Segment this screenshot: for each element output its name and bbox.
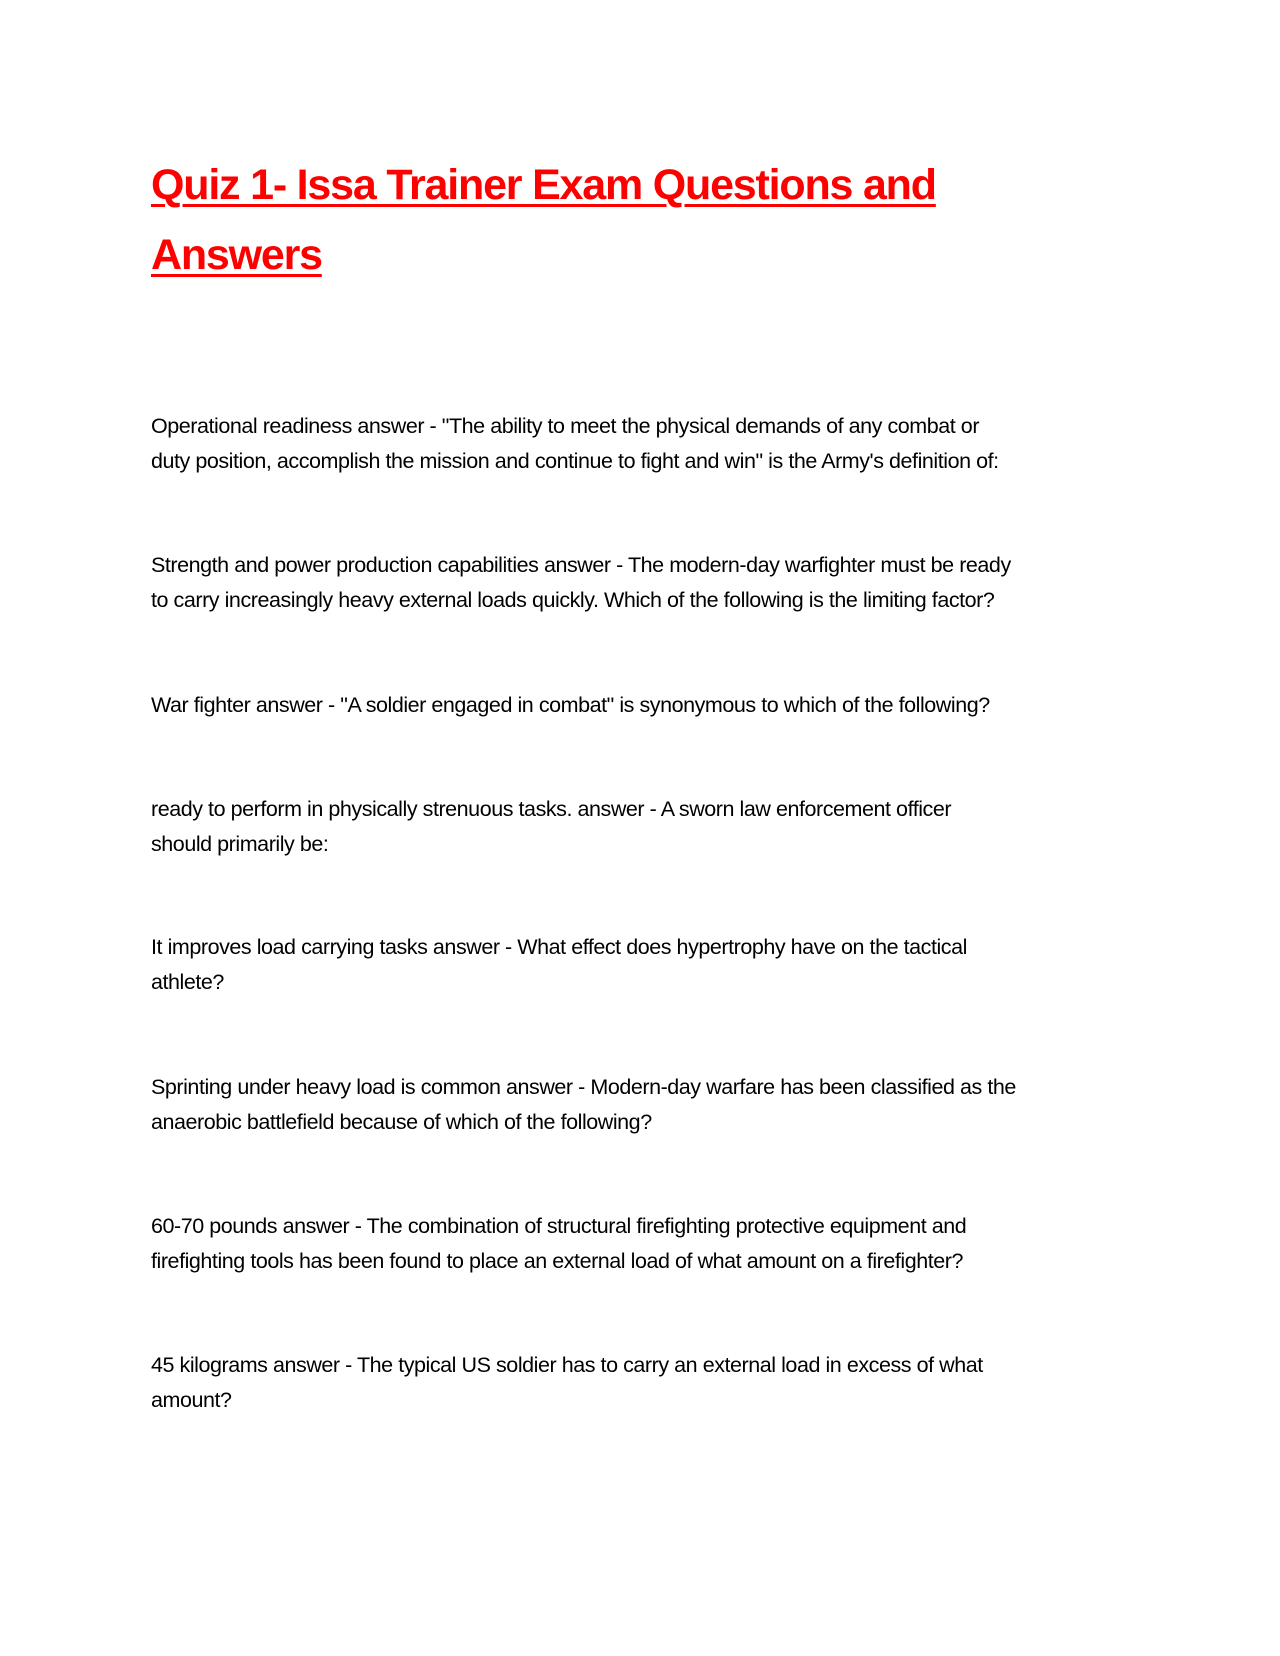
qa-line: 45 kilograms answer - The typical US soldier has to carry an external load in excess of what (151, 1353, 983, 1377)
title-line: Quiz 1- Issa Trainer Exam Questions and (151, 161, 936, 209)
qa-line: should primarily be: (151, 832, 329, 856)
qa-line: amount? (151, 1388, 232, 1412)
qa-item (151, 1209, 966, 1279)
qa-line: Strength and power production capabilities answer - The modern-day warfighter must be ready (151, 553, 1011, 577)
qa-item (151, 409, 999, 479)
title-line: Answers (151, 231, 322, 279)
qa-line: athlete? (151, 970, 224, 994)
qa-line: anaerobic battlefield because of which of the following? (151, 1110, 652, 1134)
qa-item (151, 1070, 1016, 1140)
qa-line: 60-70 pounds answer - The combination of structural firefighting protective equipment and (151, 1214, 967, 1238)
qa-line: It improves load carrying tasks answer - What effect does hypertrophy have on the tactical (151, 935, 967, 959)
qa-line: firefighting tools has been found to place an external load of what amount on a firefighter? (151, 1249, 963, 1273)
document-title (151, 150, 936, 290)
qa-line: War fighter answer - "A soldier engaged in combat" is synonymous to which of the following? (151, 693, 990, 717)
qa-line: Operational readiness answer - "The ability to meet the physical demands of any combat or (151, 414, 980, 438)
qa-item (151, 930, 967, 1000)
qa-line: to carry increasingly heavy external loads quickly. Which of the following is the limiting factor? (151, 588, 995, 612)
qa-item (151, 1348, 983, 1418)
qa-item (151, 688, 990, 723)
qa-line: Sprinting under heavy load is common answer - Modern-day warfare has been classified as the (151, 1075, 1016, 1099)
qa-line: ready to perform in physically strenuous tasks. answer - A sworn law enforcement officer (151, 797, 952, 821)
qa-item (151, 548, 1011, 618)
qa-line: duty position, accomplish the mission and continue to fight and win" is the Army's definition of: (151, 449, 999, 473)
qa-item (151, 792, 951, 862)
